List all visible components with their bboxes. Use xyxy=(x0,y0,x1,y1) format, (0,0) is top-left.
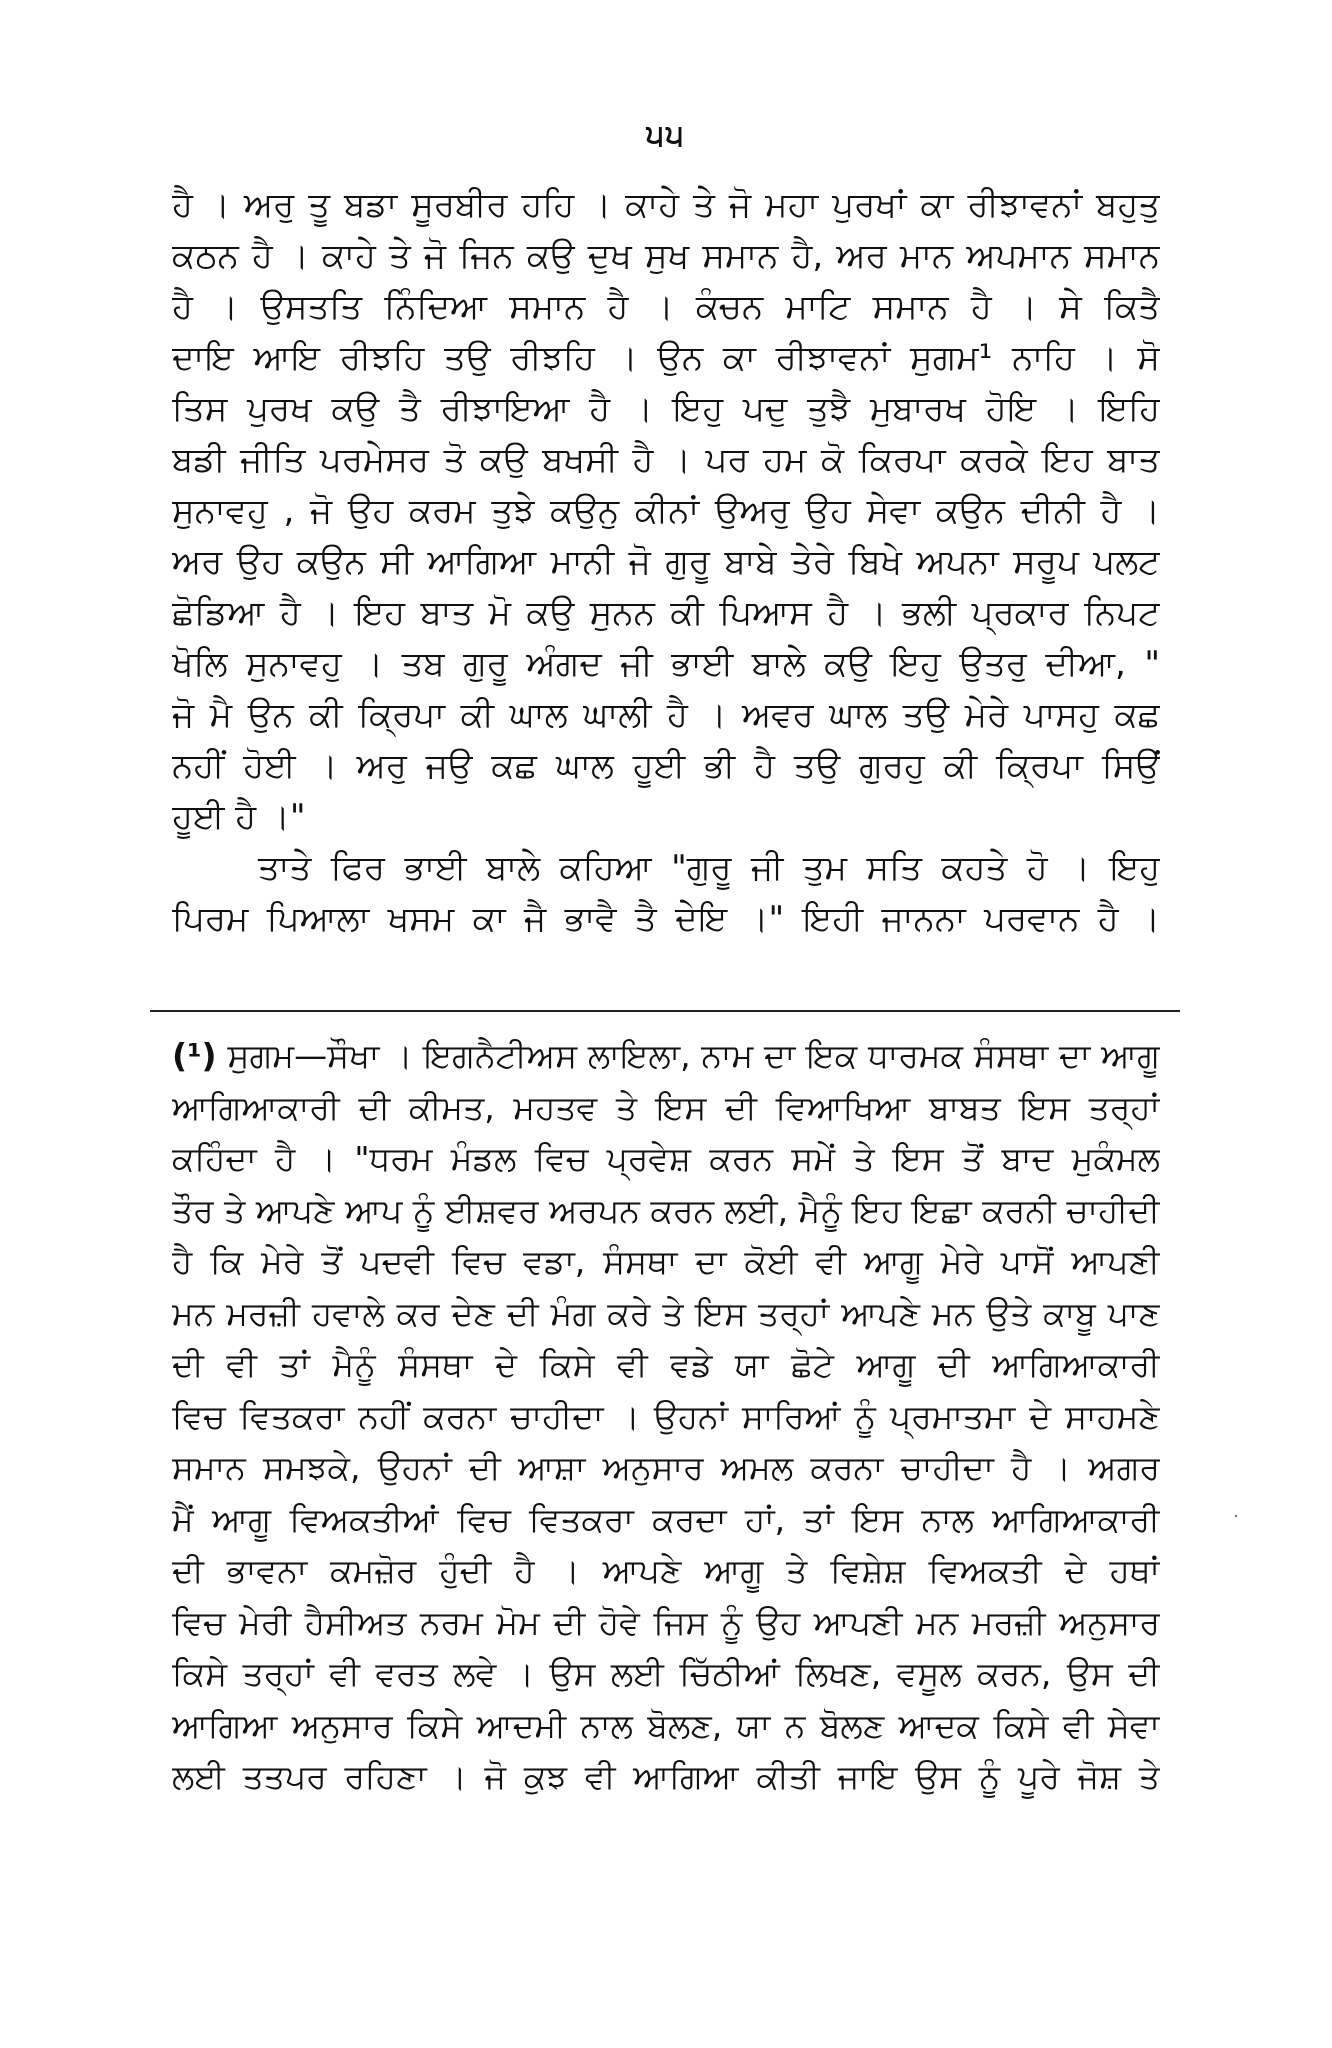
text-line: ਤਾਤੇ ਫਿਰ ਭਾਈ ਬਾਲੇ ਕਹਿਆ "ਗੁਰੂ ਜੀ ਤੁਮ ਸਤਿ ਕਹਤੇ ਹੋ । ਇਹੁ xyxy=(258,848,1160,888)
text-line: ਤਿਸ ਪੁਰਖ ਕਉ ਤੈ ਰੀਝਾਇਆ ਹੈ । ਇਹੁ ਪਦੁ ਤੁਝੈ ਮੁਬਾਰਖ ਹੋਇ । ਇਹਿ xyxy=(172,389,1160,429)
text-line: ਨਹੀਂ ਹੋਈ । ਅਰੁ ਜਉ ਕਛ ਘਾਲ ਹੂਈ ਭੀ ਹੈ ਤਉ ਗੁਰਹੁ ਕੀ ਕ੍ਰਿਪਾ ਸਿਉਂ xyxy=(172,746,1160,786)
text-line: ਹੈ । ਅਰੁ ਤੂ ਬਡਾ ਸੂਰਬੀਰ ਹਹਿ । ਕਾਹੇ ਤੇ ਜੋ ਮਹਾ ਪੁਰਖਾਂ ਕਾ ਰੀਝਾਵਨਾਂ ਬਹੁਤੁ xyxy=(172,185,1160,225)
footnote-line: ਕਹਿੰਦਾ ਹੈ । "ਧਰਮ ਮੰਡਲ ਵਿਚ ਪ੍ਰਵੇਸ਼ ਕਰਨ ਸਮੇਂ ਤੇ ਇਸ ਤੋਂ ਬਾਦ ਮੁਕੰਮਲ xyxy=(172,1139,1160,1178)
footnote-line: ਮਨ ਮਰਜ਼ੀ ਹਵਾਲੇ ਕਰ ਦੇਣ ਦੀ ਮੰਗ ਕਰੇ ਤੇ ਇਸ ਤਰ੍ਹਾਂ ਆਪਣੇ ਮਨ ਉਤੇ ਕਾਬੂ ਪਾਣ xyxy=(172,1293,1160,1333)
footnote-text: ਸੁਗਮ—ਸੌਖਾ । ਇਗਨੈਟੀਅਸ ਲਾਇਲਾ, ਨਾਮ ਦਾ ਇਕ ਧਾਰਮਕ ਸੰਸਥਾ ਦਾ ਆਗੂ xyxy=(227,1036,1160,1075)
footnote-line: ਲਈ ਤਤਪਰ ਰਹਿਣਾ । ਜੋ ਕੁਝ ਵੀ ਆਗਿਆ ਕੀਤੀ ਜਾਇ ਉਸ ਨੂੰ ਪੂਰੇ ਜੋਸ਼ ਤੇ xyxy=(172,1757,1160,1796)
text-line: ਅਰ ਉਹ ਕਉਨ ਸੀ ਆਗਿਆ ਮਾਨੀ ਜੋ ਗੁਰੂ ਬਾਬੇ ਤੇਰੇ ਬਿਖੇ ਅਪਨਾ ਸਰੂਪ ਪਲਟ xyxy=(172,542,1160,582)
footnote-line: ਮੈਂ ਆਗੂ ਵਿਅਕਤੀਆਂ ਵਿਚ ਵਿਤਕਰਾ ਕਰਦਾ ਹਾਂ, ਤਾਂ ਇਸ ਨਾਲ ਆਗਿਆਕਾਰੀ xyxy=(172,1499,1160,1539)
text-line: ਦਾਇ ਆਇ ਰੀਝਹਿ ਤਉ ਰੀਝਹਿ । ਉਨ ਕਾ ਰੀਝਾਵਨਾਂ ਸੁਗਮ¹ ਨਾਹਿ । ਸੋ xyxy=(172,338,1160,378)
footnote-line: ਵਿਚ ਵਿਤਕਰਾ ਨਹੀਂ ਕਰਨਾ ਚਾਹੀਦਾ । ਉਹਨਾਂ ਸਾਰਿਆਂ ਨੂੰ ਪ੍ਰਮਾਤਮਾ ਦੇ ਸਾਹਮਣੇ xyxy=(172,1396,1160,1436)
text-line: ਪਿਰਮ ਪਿਆਲਾ ਖਸਮ ਕਾ ਜੈ ਭਾਵੈ ਤੈ ਦੇਇ ।" ਇਹੀ ਜਾਨਨਾ ਪਰਵਾਨ ਹੈ । xyxy=(172,899,1160,939)
footnote-line: ਦੀ ਭਾਵਨਾ ਕਮਜ਼ੋਰ ਹੁੰਦੀ ਹੈ । ਆਪਣੇ ਆਗੂ ਤੇ ਵਿਸ਼ੇਸ਼ ਵਿਅਕਤੀ ਦੇ ਹਥਾਂ xyxy=(172,1551,1160,1590)
footnote-divider xyxy=(150,1010,1180,1012)
footnote-line: ਆਗਿਆ ਅਨੁਸਾਰ ਕਿਸੇ ਆਦਮੀ ਨਾਲ ਬੋਲਣ, ਯਾ ਨ ਬੋਲਣ ਆਦਕ ਕਿਸੇ ਵੀ ਸੇਵਾ xyxy=(172,1705,1160,1745)
page-number: ੫੫ xyxy=(646,118,686,153)
text-line: ਹੂਈ ਹੈ ।" xyxy=(172,797,306,837)
footnote xyxy=(172,1030,1160,1803)
main-text xyxy=(172,180,1160,945)
text-line: ਛੋਡਿਆ ਹੈ । ਇਹ ਬਾਤ ਮੋ ਕਉ ਸੁਨਨ ਕੀ ਪਿਆਸ ਹੈ । ਭਲੀ ਪ੍ਰਕਾਰ ਨਿਪਟ xyxy=(172,593,1160,633)
footnote-line: ਹੈ ਕਿ ਮੇਰੇ ਤੋਂ ਪਦਵੀ ਵਿਚ ਵਡਾ, ਸੰਸਥਾ ਦਾ ਕੋਈ ਵੀ ਆਗੂ ਮੇਰੇ ਪਾਸੋਂ ਆਪਣੀ xyxy=(172,1242,1160,1281)
footnote-line: ਸਮਾਨ ਸਮਝਕੇ, ਉਹਨਾਂ ਦੀ ਆਸ਼ਾ ਅਨੁਸਾਰ ਅਮਲ ਕਰਨਾ ਚਾਹੀਦਾ ਹੈ । ਅਗਰ xyxy=(172,1448,1160,1487)
footnote-line: ਆਗਿਆਕਾਰੀ ਦੀ ਕੀਮਤ, ਮਹਤਵ ਤੇ ਇਸ ਦੀ ਵਿਆਖਿਆ ਬਾਬਤ ਇਸ ਤਰ੍ਹਾਂ xyxy=(172,1087,1160,1127)
footnote-line: ਕਿਸੇ ਤਰ੍ਹਾਂ ਵੀ ਵਰਤ ਲਵੇ । ਉਸ ਲਈ ਚਿੱਠੀਆਂ ਲਿਖਣ, ਵਸੂਲ ਕਰਨ, ਉਸ ਦੀ xyxy=(172,1654,1160,1693)
footnote-line: ਵਿਚ ਮੇਰੀ ਹੈਸੀਅਤ ਨਰਮ ਮੋਮ ਦੀ ਹੋਵੇ ਜਿਸ ਨੂੰ ਉਹ ਆਪਣੀ ਮਨ ਮਰਜ਼ੀ ਅਨੁਸਾਰ xyxy=(172,1602,1160,1642)
footnote-line xyxy=(172,1030,1160,1082)
footnote-line: ਦੀ ਵੀ ਤਾਂ ਮੈਨੂੰ ਸੰਸਥਾ ਦੇ ਕਿਸੇ ਵੀ ਵਡੇ ਯਾ ਛੋਟੇ ਆਗੂ ਦੀ ਆਗਿਆਕਾਰੀ xyxy=(172,1345,1160,1384)
text-line: ਖੋਲਿ ਸੁਨਾਵਹੁ । ਤਬ ਗੁਰੂ ਅੰਗਦ ਜੀ ਭਾਈ ਬਾਲੇ ਕਉ ਇਹੁ ਉਤਰੁ ਦੀਆ, " xyxy=(172,644,1160,684)
text-line: ਬਡੀ ਜੀਤਿ ਪਰਮੇਸਰ ਤੋ ਕਉ ਬਖਸੀ ਹੈ । ਪਰ ਹਮ ਕੋ ਕਿਰਪਾ ਕਰਕੇ ਇਹ ਬਾਤ xyxy=(172,440,1160,480)
text-line: ਜੋ ਮੈ ਉਨ ਕੀ ਕ੍ਰਿਪਾ ਕੀ ਘਾਲ ਘਾਲੀ ਹੈ । ਅਵਰ ਘਾਲ ਤਉ ਮੇਰੇ ਪਾਸਹੁ ਕਛ xyxy=(172,695,1160,735)
footnote-line: ਤੌਰ ਤੇ ਆਪਣੇ ਆਪ ਨੂੰ ਈਸ਼ਵਰ ਅਰਪਨ ਕਰਨ ਲਈ, ਮੈਨੂੰ ਇਹ ਇਛਾ ਕਰਨੀ ਚਾਹੀਦੀ xyxy=(172,1190,1160,1230)
text-line: ਸੁਨਾਵਹੁ , ਜੋ ਉਹ ਕਰਮ ਤੁਝੇ ਕਉਨੁ ਕੀਨਾਂ ਉਅਰੁ ਉਹ ਸੇਵਾ ਕਉਨ ਦੀਨੀ ਹੈ । xyxy=(172,491,1160,531)
text-line: ਕਠਨ ਹੈ । ਕਾਹੇ ਤੇ ਜੋ ਜਿਨ ਕਉ ਦੁਖ ਸੁਖ ਸਮਾਨ ਹੈ, ਅਰ ਮਾਨ ਅਪਮਾਨ ਸਮਾਨ xyxy=(172,236,1160,276)
scan-speck xyxy=(1235,1515,1237,1517)
footnote-marker: (¹) xyxy=(172,1036,217,1075)
text-line: ਹੈ । ਉਸਤਤਿ ਨਿੰਦਿਆ ਸਮਾਨ ਹੈ । ਕੰਚਨ ਮਾਟਿ ਸਮਾਨ ਹੈ । ਸੇ ਕਿਤੈ xyxy=(172,287,1160,327)
